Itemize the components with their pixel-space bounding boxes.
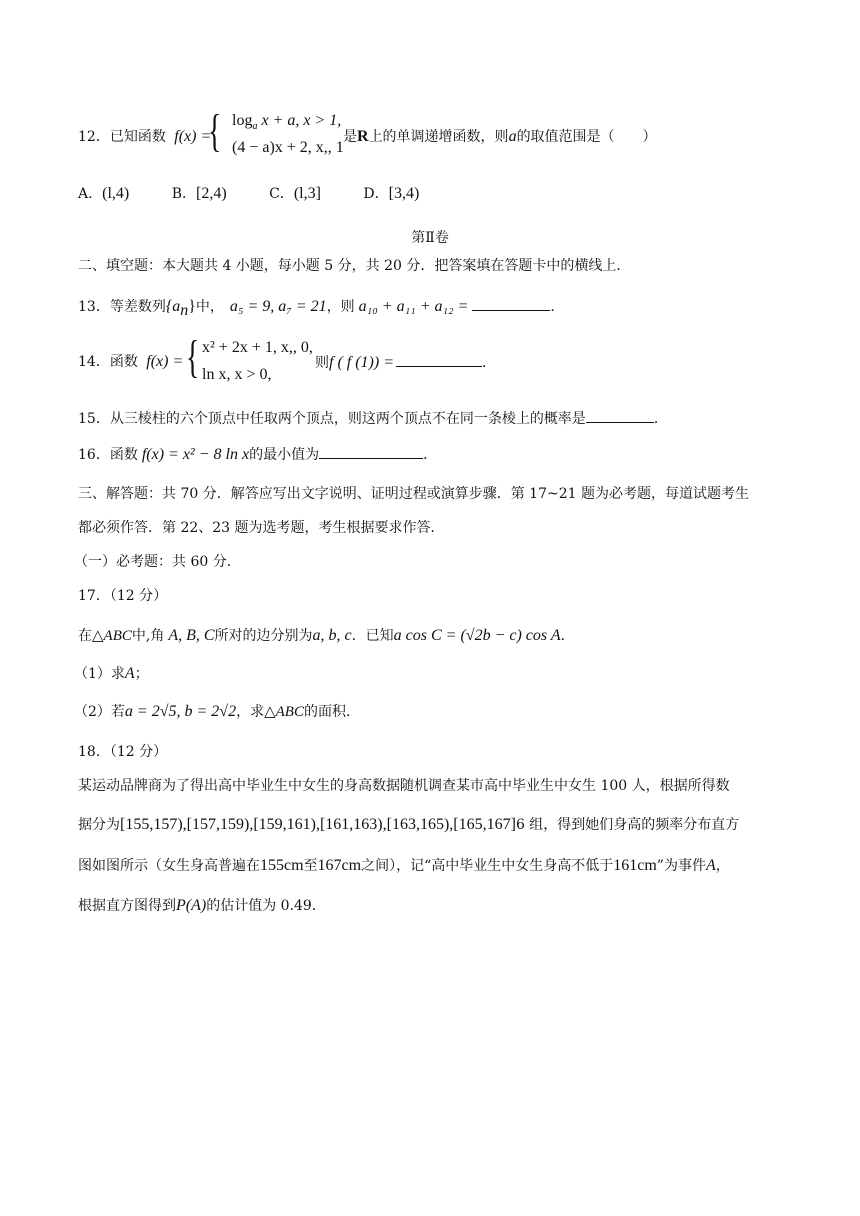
q17-part2: [74, 702, 360, 722]
q14-number: 14．函数: [78, 354, 138, 370]
q14-then: 则: [315, 355, 329, 371]
q17-p2-tri: △ABC: [264, 704, 304, 720]
q17-header: 17．（12 分）: [78, 588, 168, 604]
q12-number: 12．已知函数: [78, 129, 166, 145]
q18-l4a: 根据直方图得到: [78, 898, 176, 914]
q15-text: 15．从三棱柱的六个顶点中任取两个顶点，则这两个顶点不在同一条棱上的概率是: [78, 411, 586, 427]
q18-v2: 167cm: [317, 857, 362, 874]
section2-heading: 二、填空题：本大题共 4 小题，每小题 5 分，共 20 分．把答案填在答题卡中的横线上．: [78, 258, 631, 274]
q13-seq: {a: [165, 298, 181, 315]
q15-end: ．: [653, 411, 668, 427]
q12-tail-pre: 是: [343, 129, 357, 145]
q18-l2b: 6 组，得到她们身高的频率分布直方: [515, 817, 740, 833]
q12-tail-end: 的取值范围是（ ）: [516, 129, 657, 145]
q18-v1: 155cm: [260, 857, 304, 874]
q17-l1b: 中,角: [131, 628, 165, 644]
q18-line3: [78, 856, 730, 876]
q17-part1: [74, 664, 149, 684]
q12-log-base: a: [252, 121, 258, 133]
option-a-letter: A．: [78, 186, 103, 202]
q13-end: ．: [550, 299, 565, 315]
q17-l1a: 在: [78, 628, 92, 644]
q17-l1d: ．已知: [351, 628, 394, 644]
q16-mid: 的最小值为: [249, 447, 320, 463]
q12-func: f(x) =: [174, 128, 212, 145]
section3-line1: 三、解答题：共 70 分．解答应写出文字说明、证明过程或演算步骤．第 17~21 题为必考题，每道试题考生: [78, 486, 749, 502]
q18-l3c: 之间），记“高中毕业生中女生身高不低于: [361, 858, 614, 874]
q14-end: ．: [482, 355, 496, 371]
q17-tri: △ABC: [92, 628, 132, 644]
option-c[interactable]: [269, 186, 321, 202]
q12-options: [78, 184, 419, 204]
section3-part1: （一）必考题：共 60 分．: [74, 554, 241, 570]
q16-end: ．: [423, 447, 438, 463]
q14-tail: [315, 352, 496, 373]
q18-l4b: 的估计值为 0.49．: [206, 898, 326, 914]
q17-line1: [78, 626, 575, 646]
q17-sides: a, b, c: [312, 627, 352, 644]
q18-P: P(A): [176, 897, 207, 914]
q12-R: R: [357, 128, 369, 145]
q18-l3a: 图如图所示（女生身高普遍在: [78, 858, 260, 874]
q17-p2-mid: ，求: [236, 704, 265, 720]
q12-tail: [343, 127, 657, 147]
q13-number: 13．等差数列: [78, 299, 166, 315]
q14-answer-blank[interactable]: [396, 352, 482, 367]
q14-func: f(x) =: [146, 353, 184, 370]
q13: [78, 296, 564, 321]
q16-number: 16．函数: [78, 447, 138, 463]
q17-abc: A, B, C: [168, 627, 215, 644]
q17-p2-end: 的面积．: [303, 704, 360, 720]
q18-v3: 161cm: [613, 857, 657, 874]
q12-a: a: [508, 128, 517, 145]
q17-p1-end: ；: [134, 666, 149, 682]
q14-case2: ln x, x > 0,: [202, 366, 272, 383]
q18-l3e: ，: [715, 858, 730, 874]
q18-l3b: 至: [303, 858, 318, 874]
q12-case1-rest: x + a, x > 1,: [257, 112, 342, 129]
q15-answer-blank[interactable]: [586, 408, 654, 423]
q18-A: A: [705, 857, 716, 874]
q17-p1-var: A: [124, 665, 135, 682]
option-a[interactable]: [78, 186, 129, 202]
option-d-value: [3,4): [388, 185, 420, 202]
q18-groups: [155,157),[157,159),[159,161),[161,163),[163,165),[165,167]: [120, 816, 516, 833]
q13-mid: 中，: [195, 299, 224, 315]
q16: [78, 444, 437, 465]
q12-stem: [78, 127, 211, 147]
q17-eq: a cos C = (√2b − c) cos A: [393, 627, 561, 644]
q17-l1c: 所对的边分别为: [214, 628, 313, 644]
q18-l3d: ”为事件: [656, 858, 706, 874]
q18-l2a: 据分为: [78, 817, 120, 833]
q18-line4: [78, 896, 326, 916]
option-b[interactable]: [172, 186, 227, 202]
option-b-value: [2,4): [195, 185, 227, 202]
q18-line2: [78, 815, 739, 835]
q13-cond: a₅ = 9, a₇ = 21: [229, 298, 327, 315]
q13-expr: a₁₀ + a₁₁ + a₁₂ =: [358, 298, 469, 315]
q12-tail-mid: 上的单调递增函数，则: [368, 129, 509, 145]
option-d-letter: D．: [363, 186, 389, 202]
q12-case2: (4 − a)x + 2, x,, 1: [232, 139, 344, 156]
option-d[interactable]: [363, 186, 419, 202]
section3-line2: 都必须作答．第 22、23 题为选考题，考生根据要求作答．: [78, 520, 445, 536]
option-c-letter: C．: [269, 186, 294, 202]
section2-title: 第Ⅱ卷: [411, 230, 449, 246]
q17-l1e: ．: [560, 628, 575, 644]
option-b-letter: B．: [171, 186, 196, 202]
q13-seq-sub: n: [180, 301, 189, 319]
q14-stem: [78, 352, 183, 372]
q15: [78, 408, 668, 429]
q12-brace: {: [208, 105, 222, 156]
option-c-value: (l,3]: [293, 185, 321, 202]
q16-answer-blank[interactable]: [319, 444, 423, 459]
q14-brace: {: [186, 331, 200, 382]
q16-expr: f(x) = x² − 8 ln x: [141, 446, 250, 463]
q18-line1: 某运动品牌商为了得出高中毕业生中女生的身高数据随机调查某市高中毕业生中女生 100 人，根据所得数: [78, 778, 730, 794]
q17-p2: （2）若: [74, 704, 125, 720]
q18-header: 18．（12 分）: [78, 744, 168, 760]
q17-p1: （1）求: [74, 666, 125, 682]
q17-p2-eq: a = 2√5, b = 2√2: [124, 703, 237, 720]
q13-seq-close: }: [188, 298, 196, 315]
q13-then: ，则: [326, 299, 355, 315]
q13-answer-blank[interactable]: [472, 296, 550, 311]
option-a-value: (l,4): [102, 185, 130, 202]
q12-case1: [232, 112, 341, 132]
q14-expr: f ( f (1)) =: [329, 354, 394, 371]
q12-log: log: [232, 112, 253, 129]
q14-case1: x² + 2x + 1, x,, 0,: [202, 339, 313, 356]
